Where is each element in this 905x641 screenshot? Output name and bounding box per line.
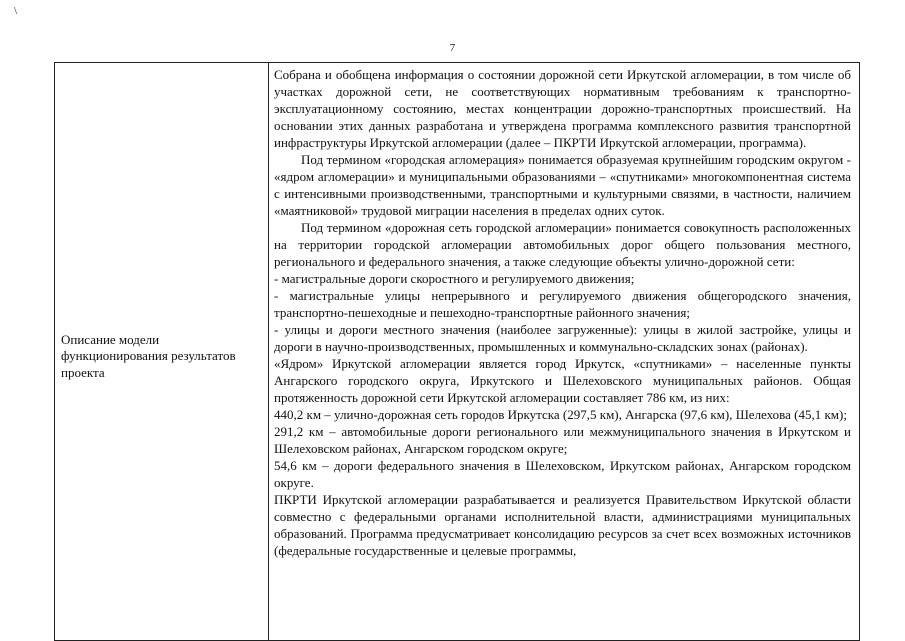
document-table — [54, 62, 860, 641]
paragraph: 291,2 км – автомобильные дороги регионального или межмуниципального значения в Иркутском и Шелеховском районах, Ангарском городском округе; — [274, 424, 851, 456]
content-text — [269, 63, 859, 559]
paragraph: ПКРТИ Иркутской агломерации разрабатывается и реализуется Правительством Иркутской области совместно с федеральными органами исполнительной власти, администрациями муниципальных образований. Программа предусматривает консолидацию ресурсов за счет всех возможных источников (федеральные государственные и целевые программы, — [274, 492, 851, 558]
paragraph: Под термином «городская агломерация» понимается образуемая крупнейшим городским округом - «ядром агломерации» и муниципальными образованиями – «спутниками» многокомпонентная система с интенсивными производственными, транспортными и культурными связями, в частности, наличием «маятниковой» трудовой миграции населения в пределах одних суток. — [274, 152, 851, 218]
paragraph: Собрана и обобщена информация о состоянии дорожной сети Иркутской агломерации, в том числе об участках дорожной сети, не соответствующих нормативным требованиям к транспортно-эксплуатационному состоянию, местах концентрации дорожно-транспортных происшествий. На основании этих данных разработана и утверждена программа комплексного развития транспортной инфраструктуры Иркутской агломерации (далее – ПКРТИ Иркутской агломерации, программа). — [274, 67, 851, 150]
paragraph: - улицы и дороги местного значения (наиболее загруженные): улицы в жилой застройке, улицы и дороги в научно-производственных, промышленных и коммунально-складских зонах (районах). — [274, 322, 851, 354]
label-cell — [55, 63, 269, 641]
table-row — [55, 63, 860, 641]
paragraph: - магистральные улицы непрерывного и регулируемого движения общегородского значения, транспортно-пешеходные и пешеходно-транспортные районного значения; — [274, 288, 851, 320]
page-number: 7 — [449, 42, 456, 54]
scan-mark: \ — [14, 5, 18, 17]
row-label: Описание модели функционирования результатов проекта — [61, 331, 236, 380]
paragraph: 54,6 км – дороги федерального значения в Шелеховском, Иркутском районах, Ангарском городском округе. — [274, 458, 851, 490]
paragraph: «Ядром» Иркутской агломерации является город Иркутск, «спутниками» – населенные пункты Ангарского городского округа, Иркутского и Шелеховского муниципальных районов. Общая протяженность дорожной сети Иркутской агломерации составляет 786 км, из них: — [274, 356, 851, 405]
paragraph: 440,2 км – улично-дорожная сеть городов Иркутска (297,5 км), Ангарска (97,6 км), Шелехова (45,1 км); — [274, 407, 847, 422]
paragraph: Под термином «дорожная сеть городской агломерации» понимается совокупность расположенных на территории городской агломерации автомобильных дорог общего пользования местного, регионального и федерального значения, а также следующие объекты улично-дорожной сети: — [274, 220, 851, 269]
paragraph: - магистральные дороги скоростного и регулируемого движения; — [274, 271, 635, 286]
content-cell — [269, 63, 860, 641]
